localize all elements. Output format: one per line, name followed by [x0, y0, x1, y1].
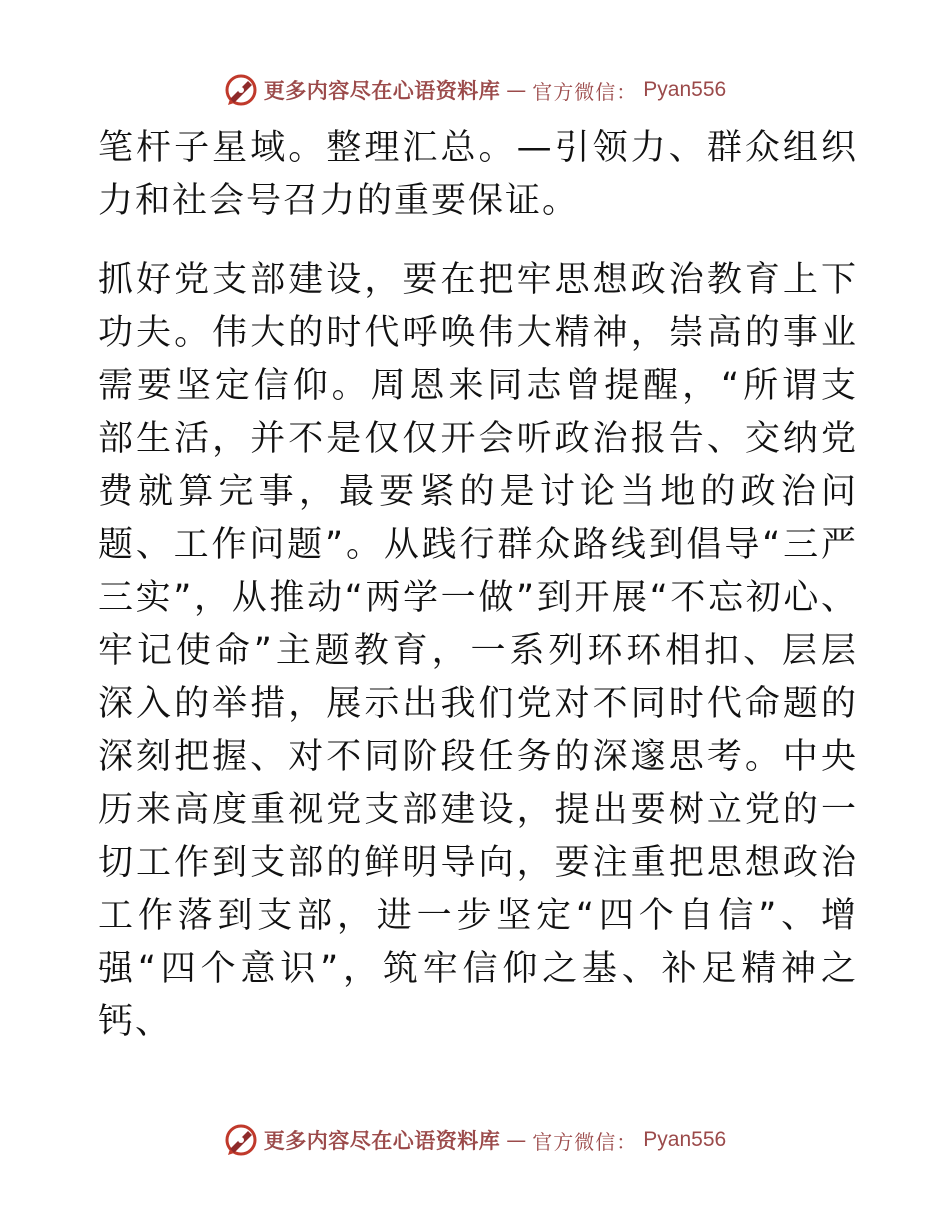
banner-dash: — [506, 78, 527, 102]
paragraph-2: 抓好党支部建设，要在把牢思想政治教育上下功夫。伟大的时代呼唤伟大精神，崇高的事业需要坚定信仰。周恩来同志曾提醒，“所谓支部生活，并不是仅仅开会听政治报告、交纳党费就算完事，最要紧的是讨论当地的政治问题、工作问题”。从践行群众路线到倡导“三严三实”，从推动“两学一做”到开展“不忘初心、牢记使命”主题教育，一系列环环相扣、层层深入的举措，展示出我们党对不同时代命题的深刻把握、对不同阶段任务的深邃思考。中央历来高度重视党支部建设，提出要树立党的一切工作到支部的鲜明导向，要注重把思想政治工作落到支部，进一步坚定“四个自信”、增强“四个意识”，筑牢信仰之基、补足精神之钙、 [98, 260, 858, 1042]
paragraph-1: 笔杆子星域。整理汇总。—引领力、群众组织力和社会号召力的重要保证。 [98, 128, 858, 221]
banner-wechat-label: 官方微信： [532, 1129, 638, 1154]
banner-brand-text: 更多内容尽在心语资料库 [263, 1128, 501, 1153]
header-banner [0, 72, 950, 108]
document-body [98, 122, 858, 1049]
banner-wechat-id: Pyan556 [643, 1128, 727, 1151]
banner-dash: — [506, 1128, 527, 1152]
pen-logo-icon [224, 73, 258, 107]
banner-wechat-id: Pyan556 [643, 78, 727, 101]
banner-wechat-label: 官方微信： [532, 79, 638, 104]
footer-banner [0, 1122, 950, 1158]
banner-brand-text: 更多内容尽在心语资料库 [263, 78, 501, 103]
pen-logo-icon [224, 1123, 258, 1157]
